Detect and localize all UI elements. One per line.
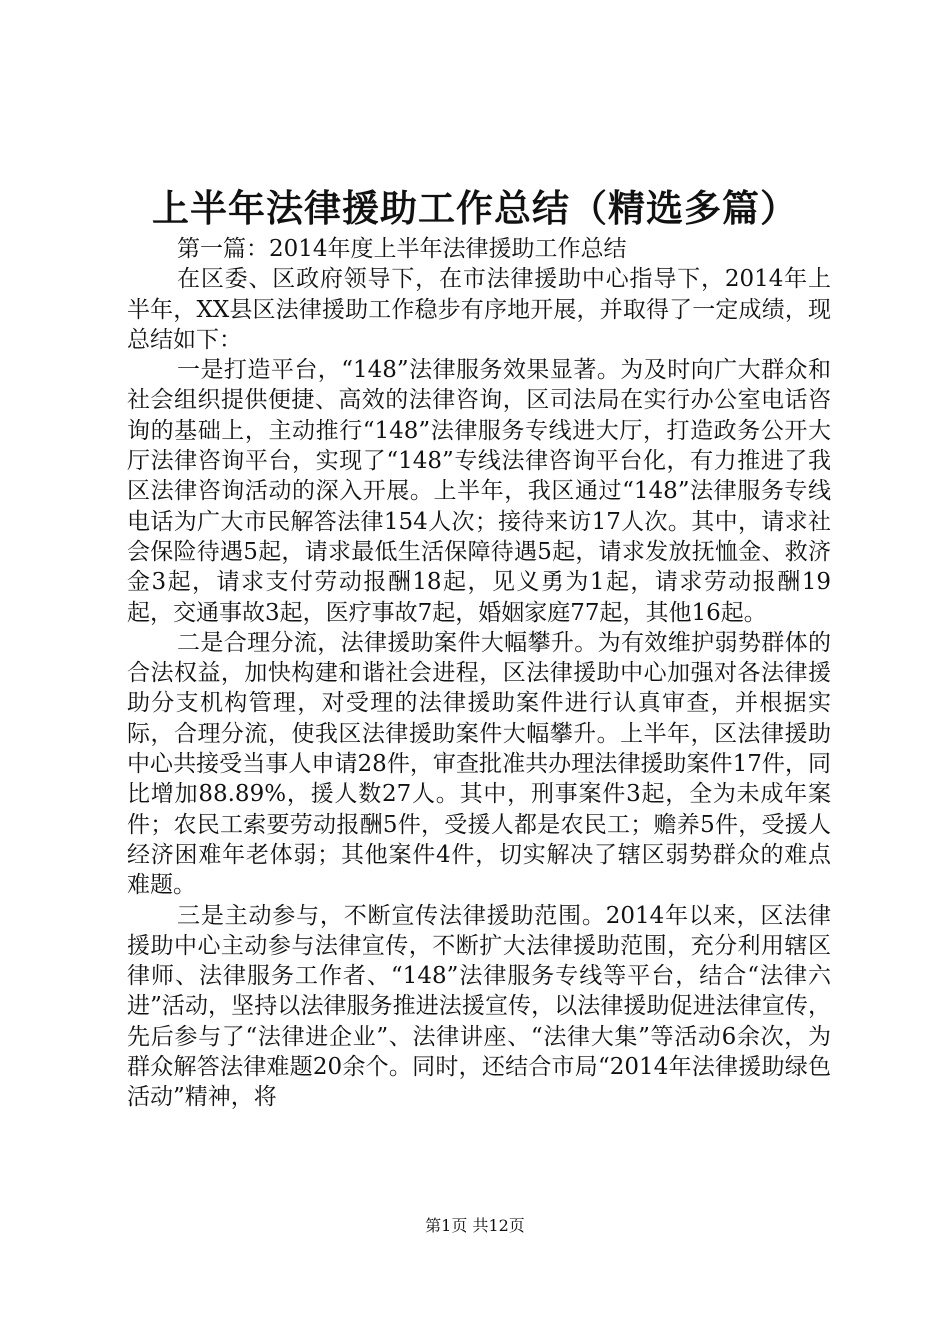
paragraph-intro: 在区委、区政府领导下，在市法律援助中心指导下，2014年上半年，XX县区法律援助工作稳步有序地开展，并取得了一定成绩，现总结如下： <box>127 266 831 353</box>
paragraph-point-three: 三是主动参与，不断宣传法律援助范围。2014年以来，区法律援助中心主动参与法律宣传，不断扩大法律援助范围，充分利用辖区律师、法律服务工作者、“148”法律服务专线等平台，结合“法律六进”活动，坚持以法律服务推进法援宣传，以法律援助促进法律宣传，先后参与了“法律进企业”、法律讲座、“法律大集”等活动6余次，为群众解答法律难题20余个。同时，还结合市局“2014年法律援助绿色活动”精神，将 <box>127 902 831 1111</box>
document-title: 上半年法律援助工作总结（精选多篇） <box>152 186 798 230</box>
paragraph-point-two: 二是合理分流，法律援助案件大幅攀升。为有效维护弱势群体的合法权益，加快构建和谐社会进程，区法律援助中心加强对各法律援助分支机构管理，对受理的法律援助案件进行认真审查，并根据实际，合理分流，使我区法律援助案件大幅攀升。上半年，区法律援助中心共接受当事人申请28件，审查批准共办理法律援助案件17件，同比增加88.89%，援人数27人。其中，刑事案件3起，全为未成年案件；农民工索要劳动报酬5件，受援人都是农民工；赡养5件，受援人经济困难年老体弱；其他案件4件，切实解决了辖区弱势群众的难点难题。 <box>127 629 831 899</box>
page-number-footer: 第1页 共12页 <box>425 1216 525 1235</box>
paragraph-point-one: 一是打造平台，“148”法律服务效果显著。为及时向广大群众和社会组织提供便捷、高效的法律咨询，区司法局在实行办公室电话咨询的基础上，主动推行“148”法律服务专线进大厅，打造政务公开大厅法律咨询平台，实现了“148”专线法律咨询平台化，有力推进了我区法律咨询活动的深入开展。上半年，我区通过“148”法律服务专线电话为广大市民解答法律154人次；接待来访17人次。其中，请求社会保险待遇5起，请求最低生活保障待遇5起，请求发放抚恤金、救济金3起，请求支付劳动报酬18起，见义勇为1起，请求劳动报酬19起，交通事故3起，医疗事故7起，婚姻家庭77起，其他16起。 <box>127 357 831 626</box>
document-body <box>127 234 831 1113</box>
paragraph-section-heading: 第一篇：2014年度上半年法律援助工作总结 <box>177 236 627 262</box>
